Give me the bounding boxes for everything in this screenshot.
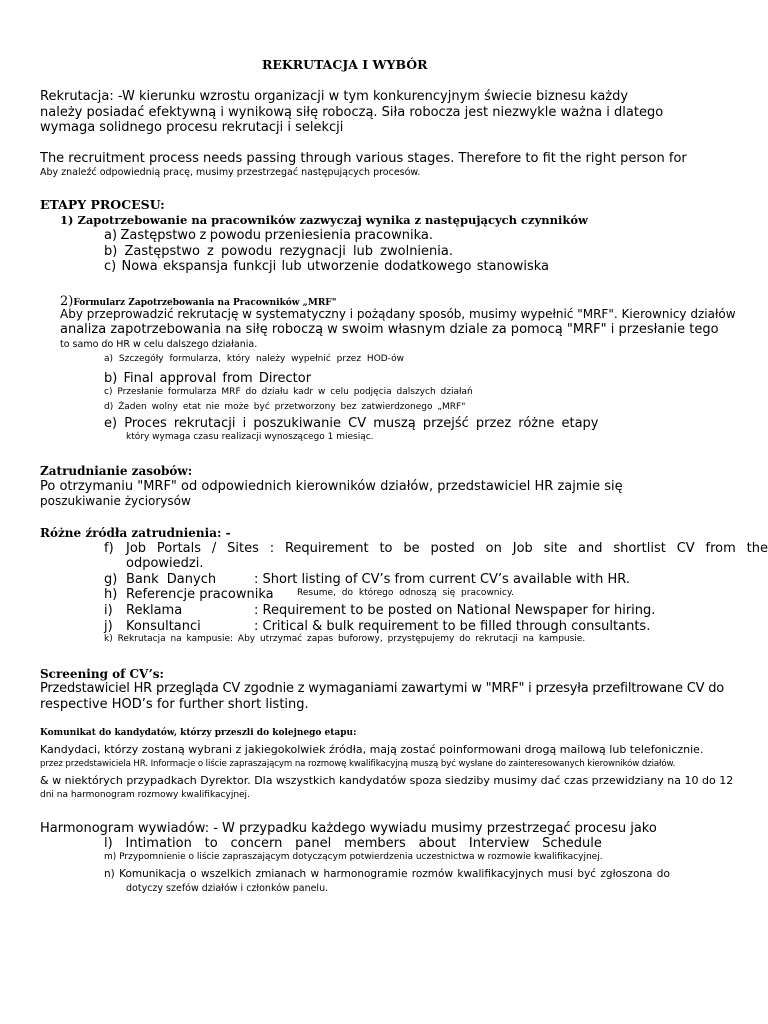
recruitment-line-1: The recruitment process needs passing through various stages. Therefore to fit the right person for	[40, 151, 687, 166]
screening-heading: Screening of CV’s:	[40, 667, 164, 681]
list-item-c: c) Nowa ekspansja funkcji lub utworzenie dodatkowego stanowiska	[104, 259, 549, 274]
list-item-a: a) Zastępstwo z powodu przeniesienia pracownika.	[104, 228, 433, 243]
source-item-g-desc: : Short listing of CV’s from current CV’s available with HR.	[254, 572, 630, 587]
source-item-i-desc: : Requirement to be posted on National Newspaper for hiring.	[254, 603, 656, 618]
source-item-i-label: i)	[104, 603, 113, 618]
source-item-f-label: f)	[104, 541, 114, 556]
sub-item-e: e) Proces rekrutacji i poszukiwanie CV muszą przejść przez różne etapy	[104, 416, 599, 431]
source-item-j-label: j)	[104, 619, 113, 634]
intro-line-3: wymaga solidnego procesu rekrutacji i selekcji	[40, 120, 344, 135]
sub-item-c: c) Przesłanie formularza MRF do działu kadr w celu podjęcia dalszych działań	[104, 387, 473, 397]
step-2-line-1: Aby przeprowadzić rekrutację w systematyczny i pożądany sposób, musimy wypełnić "MRF". Kierownicy działów	[60, 307, 736, 321]
sub-item-b: b) Final approval from Director	[104, 371, 312, 386]
intro-line-2: należy posiadać efektywną i wynikową siłę roboczą. Siła robocza jest niezwykle ważna i dlatego	[40, 105, 664, 120]
step-1-title: 1) Zapotrzebowanie na pracowników zazwyczaj wynika z następujących czynników	[60, 213, 588, 227]
komunikat-line-2: przez przedstawiciela HR. Informacje o liście zapraszającym na rozmowę kwalifikacyjną muszą być wysłane do zainteresowanych kierowników działów.	[40, 759, 676, 769]
source-item-j-name: Konsultanci	[126, 619, 201, 634]
zatrudnianie-heading: Zatrudnianie zasobów:	[40, 464, 193, 478]
source-item-j-desc: : Critical & bulk requirement to be filled through consultants.	[254, 619, 651, 634]
screening-line-2: respective HOD’s for further short listing.	[40, 697, 309, 712]
zrodla-heading: Różne źródła zatrudnienia: -	[40, 526, 231, 540]
etapy-heading: ETAPY PROCESU:	[40, 197, 165, 212]
intro-line-1: Rekrutacja: -W kierunku wzrostu organizacji w tym konkurencyjnym świecie biznesu każdy	[40, 89, 629, 104]
source-item-f-continued: odpowiedzi.	[126, 556, 204, 571]
zatrudnianie-line-2: poszukiwanie życiorysów	[40, 494, 191, 508]
source-item-h-name: Referencje pracownika	[126, 587, 274, 602]
list-item-b: b) Zastępstwo z powodu rezygnacji lub zwolnienia.	[104, 244, 453, 259]
source-item-g-label: g)	[104, 572, 118, 587]
document-title: REKRUTACJA I WYBÓR	[262, 57, 428, 72]
step-2-line-3: to samo do HR w celu dalszego działania.	[60, 339, 258, 350]
komunikat-line-3: & w niektórych przypadkach Dyrektor. Dla wszystkich kandydatów spoza siedziby musimy dać czas przewidziany na 10 do 12	[40, 774, 734, 787]
source-item-f: Job Portals / Sites : Requirement to be posted on Job site and shortlist CV from the	[126, 541, 768, 556]
sub-item-e-continued: który wymaga czasu realizacji wynoszącego 1 miesiąc.	[126, 432, 374, 442]
recruitment-line-2: Aby znaleźć odpowiednią pracę, musimy przestrzegać następujących procesów.	[40, 167, 421, 178]
komunikat-line-4: dni na harmonogram rozmowy kwalifikacyjnej.	[40, 790, 250, 800]
step-2-line-2: analiza zapotrzebowania na siłę roboczą w swoim własnym dziale za pomocą "MRF" i przesłanie tego	[60, 322, 719, 337]
komunikat-heading: Komunikat do kandydatów, którzy przeszli do kolejnego etapu:	[40, 728, 357, 738]
source-item-h-desc: Resume, do którego odnoszą się pracownicy.	[297, 588, 514, 598]
source-item-k: k) Rekrutacja na kampusie: Aby utrzymać zapas buforowy, przystępujemy do rekrutacji na kampusie.	[104, 634, 586, 644]
step-2-title: 2)Formularz Zapotrzebowania na Pracowników „MRF"	[60, 294, 337, 309]
sub-item-a: a) Szczegóły formularza, który należy wypełnić przez HOD-ów	[104, 354, 404, 364]
schedule-item-m: m) Przypomnienie o liście zapraszającym dotyczącym potwierdzenia uczestnictwa w rozmowie kwalifikacyjnej.	[104, 852, 603, 862]
schedule-item-l: l) Intimation to concern panel members about Interview Schedule	[104, 836, 602, 851]
source-item-h-label: h)	[104, 587, 118, 602]
schedule-item-n-continued: dotyczy szefów działów i członków panelu.	[126, 883, 329, 894]
source-item-g-name: Bank Danych	[126, 572, 217, 587]
komunikat-line-1: Kandydaci, którzy zostaną wybrani z jakiegokolwiek źródła, mają zostać poinformowani drogą mailową lub telefonicznie.	[40, 743, 704, 756]
zatrudnianie-line-1: Po otrzymaniu "MRF" od odpowiednich kierowników działów, przedstawiciel HR zajmie się	[40, 479, 623, 494]
schedule-item-n: n) Komunikacja o wszelkich zmianach w harmonogramie rozmów kwalifikacyjnych musi być zgłoszona do	[104, 868, 670, 880]
harmonogram-line-1: Harmonogram wywiadów: - W przypadku każdego wywiadu musimy przestrzegać procesu jako	[40, 821, 657, 836]
screening-line-1: Przedstawiciel HR przegląda CV zgodnie z wymaganiami zawartymi w "MRF" i przesyła przefiltrowane CV do	[40, 681, 725, 696]
source-item-i-name: Reklama	[126, 603, 183, 618]
sub-item-d: d) Żaden wolny etat nie może być przetworzony bez zatwierdzonego „MRF"	[104, 402, 466, 412]
